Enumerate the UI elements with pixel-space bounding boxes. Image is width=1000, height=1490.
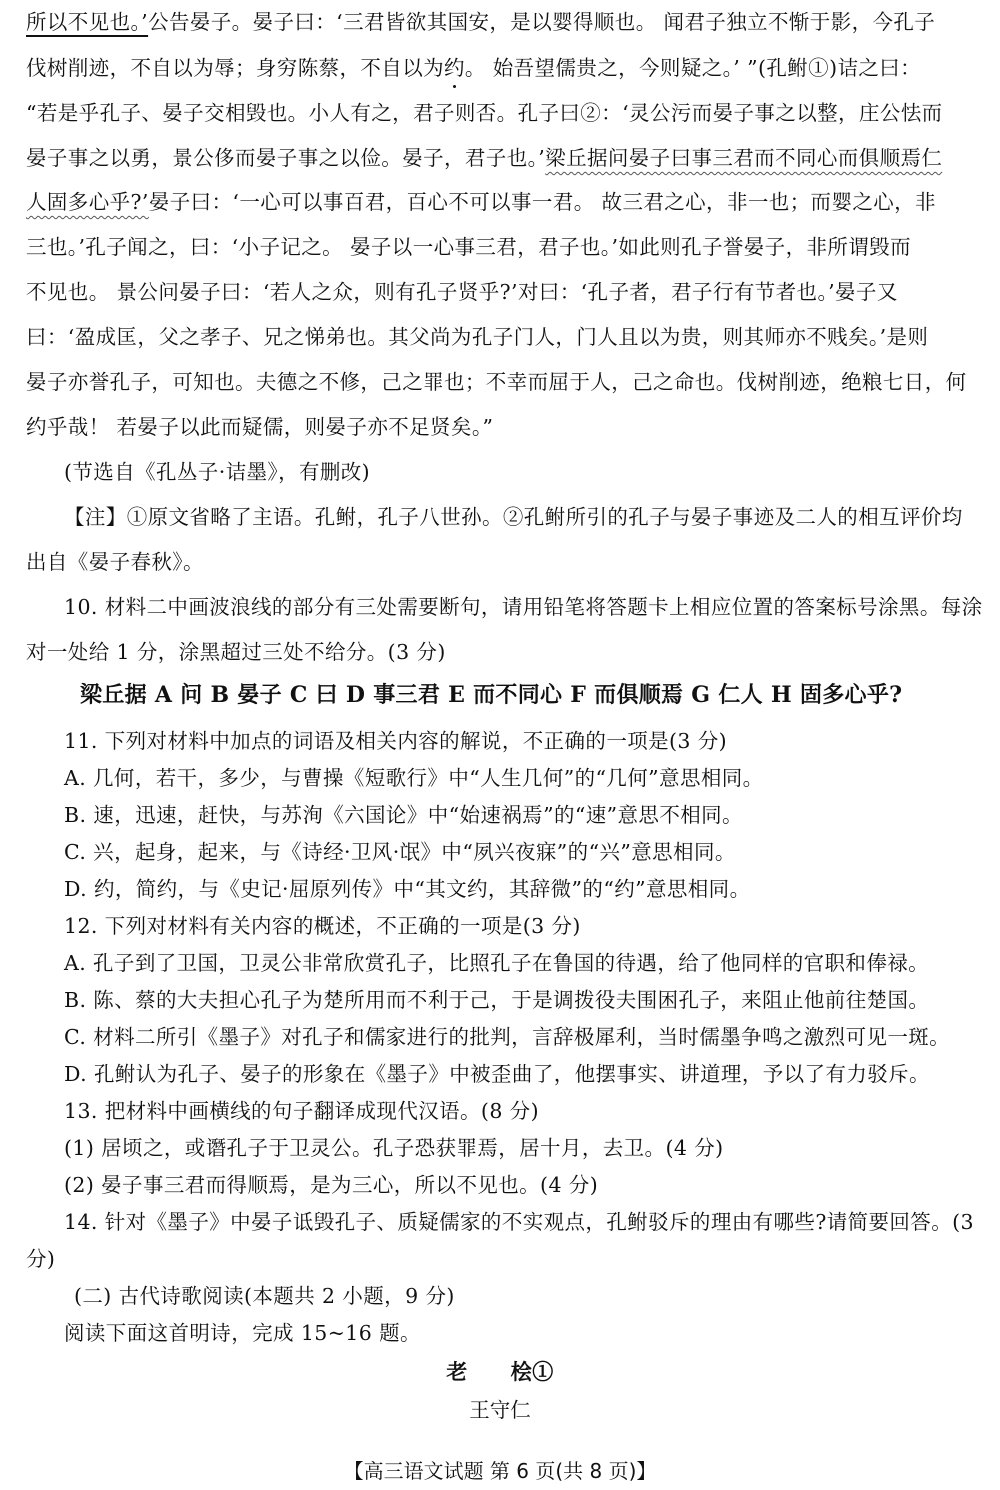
q12-option-d: D. 孔鲋认为孔子、晏子的形象在《墨子》中被歪曲了，他摆事实、讲道理，予以了有力驳斥。 (64, 1062, 930, 1086)
emphasis-dot-char: 约 (444, 56, 465, 80)
q13-stem: 13. 把材料中画横线的句子翻译成现代汉语。(8 分) (64, 1099, 539, 1123)
q13-item-2: (2) 晏子事三君而得顺焉，是为三心，所以不见也。(4 分) (64, 1173, 599, 1197)
q10-stem-line-1: 10. 材料二中画波浪线的部分有三处需要断句，请用铅笔将答题卡上相应位置的答案标号涂黑。每涂 (64, 595, 983, 619)
q12-stem: 12. 下列对材料有关内容的概述，不正确的一项是(3 分) (64, 914, 581, 938)
q11-stem: 11. 下列对材料中加点的词语及相关内容的解说，不正确的一项是(3 分) (64, 729, 728, 753)
q11-option-c: C. 兴，起身，起来，与《诗经·卫风·氓》中“夙兴夜寐”的“兴”意思相同。 (64, 840, 736, 864)
q14-stem-line-1: 14. 针对《墨子》中晏子诋毁孔子、质疑儒家的不实观点，孔鲋驳斥的理由有哪些?请简要回答。(3 (64, 1210, 974, 1234)
q12-option-b: B. 陈、蔡的大夫担心孔子为楚所用而不利于己，于是调拨役夫围困孔子，来阻止他前往楚国。 (64, 988, 930, 1012)
q10-stem-line-2: 对一处给 1 分，涂黑超过三处不给分。(3 分) (26, 640, 446, 664)
q12-option-a: A. 孔子到了卫国，卫灵公非常欣赏孔子，比照孔子在鲁国的待遇，给了他同样的官职和俸禄。 (64, 951, 930, 975)
passage-line-2: 伐树削迹，不自以为辱；身穷陈蔡，不自以为约。 始吾望儒贵之，今则疑之。’ ”(孔鲋①)诘之曰： (26, 56, 922, 80)
passage-line-3: “若是乎孔子、晏子交相毁也。小人有之，君子则否。孔子曰②：‘灵公污而晏子事之以整，庄公怯而 (26, 101, 943, 125)
passage-line-9: 晏子亦誉孔子，可知也。夫德之不修，己之罪也；不幸而屈于人，己之命也。伐树削迹，绝粮七日，何 (26, 370, 967, 394)
wavy-underlined-sentence: 梁丘据问晏子曰事三君而不同心而俱顺焉仁 (545, 146, 943, 170)
underlined-sentence: 所以不见也。’ (26, 10, 149, 34)
note-line-2: 出自《晏子春秋》。 (26, 550, 204, 574)
q13-item-1: (1) 居顷之，或谮孔子于卫灵公。孔子恐获罪焉，居十月，去卫。(4 分) (64, 1136, 724, 1160)
q11-option-a: A. 几何，若干，多少，与曹操《短歌行》中“人生几何”的“几何”意思相同。 (64, 766, 764, 790)
passage-line-1: 所以不见也。’公告晏子。晏子曰：‘三君皆欲其国安，是以婴得顺也。 闻君子独立不惭于影，今孔子 (26, 10, 936, 34)
q14-stem-line-2: 分) (26, 1247, 56, 1271)
section-2-instruction: 阅读下面这首明诗，完成 15~16 题。 (64, 1321, 421, 1345)
passage-line-7: 不见也。 景公问晏子曰：‘若人之众，则有孔子贤乎?’对曰：‘孔子者，君子行有节者也。’晏子又 (26, 280, 898, 304)
note-line-1: 【注】①原文省略了主语。孔鲋，孔子八世孙。②孔鲋所引的孔子与晏子事迹及二人的相互评价均 (64, 505, 963, 529)
section-2-heading: (二) 古代诗歌阅读(本题共 2 小题，9 分) (74, 1284, 455, 1308)
q11-option-d: D. 约，简约，与《史记·屈原列传》中“其文约，其辞微”的“约”意思相同。 (64, 877, 751, 901)
passage-line-5: 人固多心乎?’晏子曰：‘一心可以事百君，百心不可以事一君。 故三君之心，非一也；而婴之心，非 (26, 190, 936, 214)
q10-sentence: 梁丘据 A 问 B 晏子 C 曰 D 事三君 E 而不同心 F 而俱顺焉 G 仁人 H 固多心乎? (80, 682, 903, 708)
page-footer: 【高三语文试题 第 6 页(共 8 页)】 (343, 1459, 657, 1483)
passage-source: (节选自《孔丛子·诘墨》，有删改) (64, 460, 371, 484)
passage-line-4: 晏子事之以勇，景公侈而晏子事之以俭。晏子，君子也。’梁丘据问晏子曰事三君而不同心而俱顺焉仁 (26, 146, 943, 170)
poem-title: 老 桧① (446, 1359, 554, 1384)
passage-line-6: 三也。’孔子闻之，曰：‘小子记之。 晏子以一心事三君，君子也。’如此则孔子誉晏子，非所谓毁而 (26, 235, 911, 259)
passage-line-8: 曰：‘盈成匡，父之孝子、兄之悌弟也。其父尚为孔子门人，门人且以为贵，则其师亦不贱矣。’是则 (26, 325, 929, 349)
poem-author: 王守仁 (469, 1398, 531, 1422)
wavy-underlined-sentence-end: 人固多心乎?’ (26, 190, 149, 214)
passage-line-10: 约乎哉！ 若晏子以此而疑儒，则晏子亦不足贤矣。” (26, 415, 494, 439)
q12-option-c: C. 材料二所引《墨子》对孔子和儒家进行的批判，言辞极犀利，当时儒墨争鸣之激烈可见一斑。 (64, 1025, 951, 1049)
q11-option-b: B. 速，迅速，赶快，与苏洵《六国论》中“始速祸焉”的“速”意思不相同。 (64, 803, 743, 827)
